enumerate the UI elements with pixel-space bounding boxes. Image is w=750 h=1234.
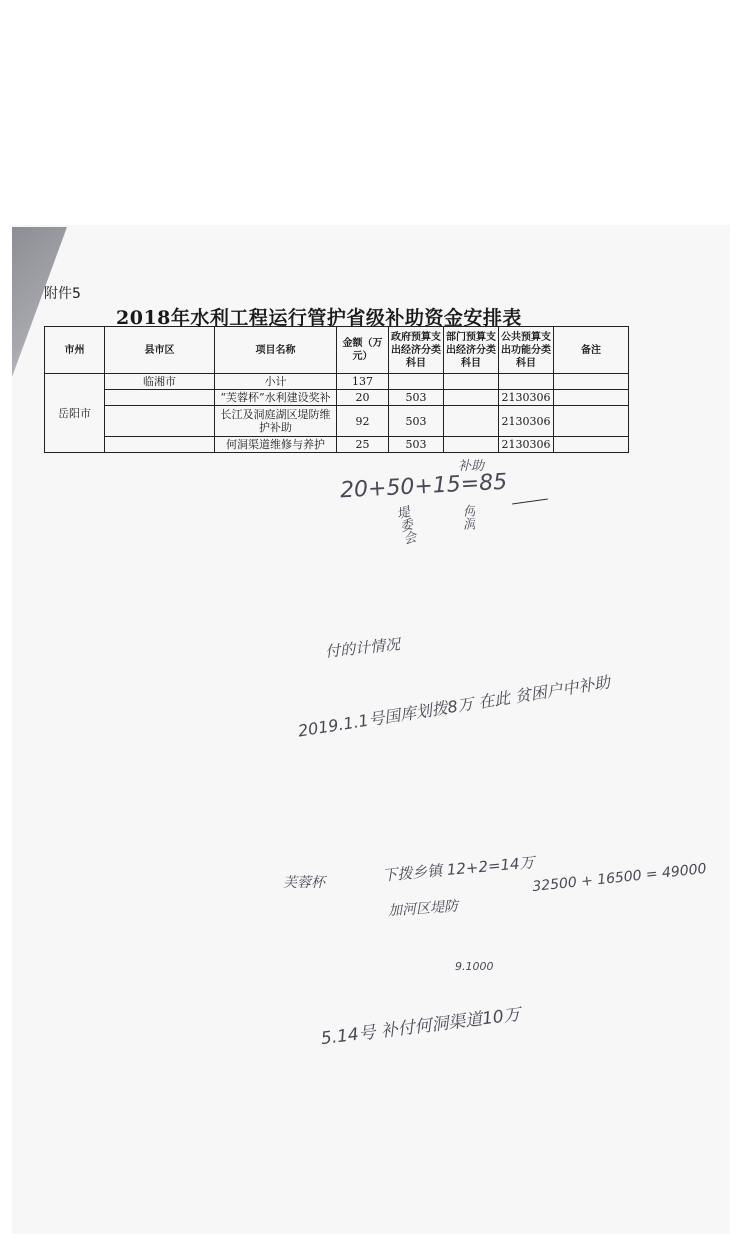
table-row [45,374,629,390]
handwritten-equation: 20+50+15=85 [339,469,508,504]
header-amount: 金额（万元） [337,327,389,374]
dept-cell [444,437,499,453]
project-cell: 长江及洞庭湖区堤防维护补助 [215,406,337,437]
dept-cell [444,406,499,437]
func-cell [499,374,554,390]
document-title: 2018年水利工程运行管护省级补助资金安排表 [116,307,522,329]
table-header-row [45,327,629,374]
note-cell [554,374,629,390]
amount-cell: 25 [337,437,389,453]
county-cell [105,390,215,406]
table-row [45,406,629,437]
amount-cell: 20 [337,390,389,406]
county-cell: 临湘市 [105,374,215,390]
header-project: 项目名称 [215,327,337,374]
func-cell: 2130306 [499,390,554,406]
func-cell: 2130306 [499,437,554,453]
amount-cell: 92 [337,406,389,437]
func-cell: 2130306 [499,406,554,437]
allocation-table [44,326,629,453]
handwritten-line-2: 2019.1.1号国库划拨8万 在此 贫困户中补助 [296,672,612,741]
handwritten-line-4b: 32500 + 16500 = 49000 [531,860,708,896]
handwritten-line-5: 9.1000 [455,960,494,973]
note-cell [554,406,629,437]
table-row [45,390,629,406]
county-cell [105,406,215,437]
handwritten-line-3a: 芙蓉杯 [283,875,325,891]
gov-cell: 503 [389,437,444,453]
handwritten-note-left: 堤委会 [392,504,417,547]
project-cell: “芙蓉杯”水利建设奖补 [215,390,337,406]
note-cell [554,437,629,453]
handwritten-note-right: 何洞 [460,504,475,530]
header-note: 备注 [554,327,629,374]
handwritten-line-6: 5.14号 补付何洞渠道10万 [319,1004,522,1050]
county-cell [105,437,215,453]
project-cell: 何洞渠道维修与养护 [215,437,337,453]
handwritten-line-1: 付的计情况 [324,635,401,661]
city-cell: 岳阳市 [45,374,105,453]
header-gov-econ: 政府预算支出经济分类科目 [389,327,444,374]
header-county: 县市区 [105,327,215,374]
handwritten-note-top: 补助 [458,459,485,474]
project-cell: 小计 [215,374,337,390]
gov-cell: 503 [389,406,444,437]
dept-cell [444,374,499,390]
note-cell [554,390,629,406]
dept-cell [444,390,499,406]
gov-cell [389,374,444,390]
amount-cell: 137 [337,374,389,390]
header-public-func: 公共预算支出功能分类科目 [499,327,554,374]
table-row [45,437,629,453]
handwritten-line-4a: 加河区堤防 [387,898,459,920]
header-city: 市州 [45,327,105,374]
header-dept-econ: 部门预算支出经济分类科目 [444,327,499,374]
handwritten-line-3b: 下拨乡镇 12+2=14万 [381,853,536,885]
attachment-label: 附件5 [44,286,81,302]
gov-cell: 503 [389,390,444,406]
